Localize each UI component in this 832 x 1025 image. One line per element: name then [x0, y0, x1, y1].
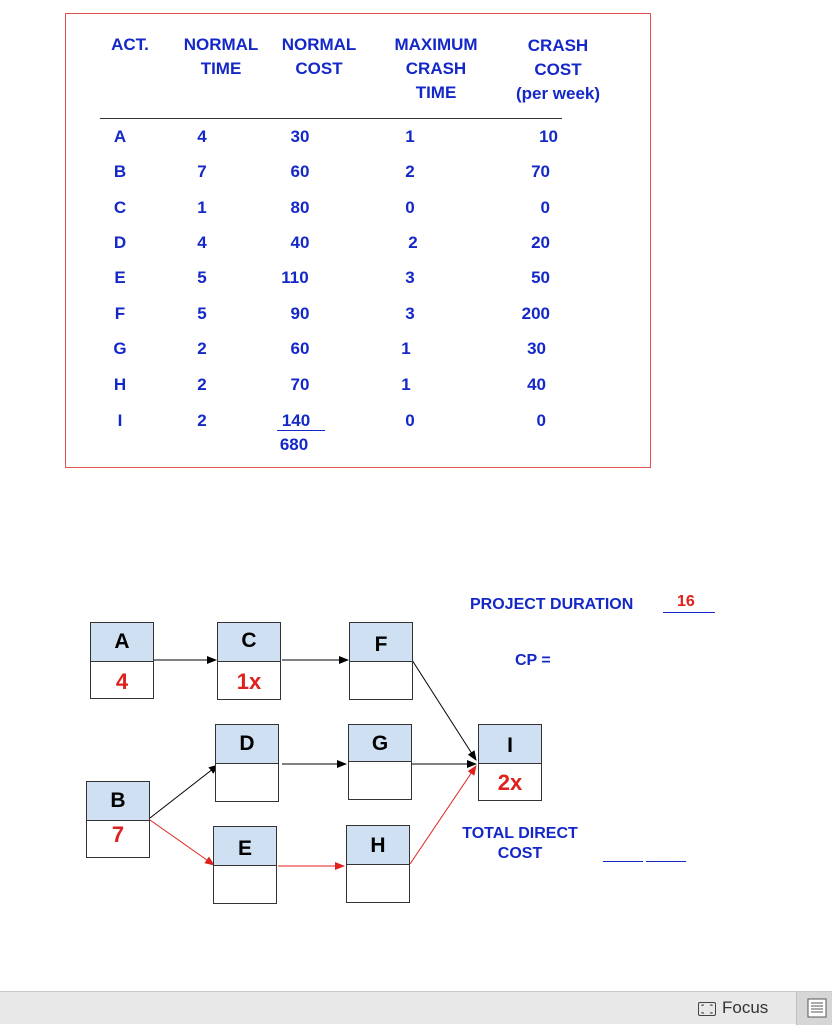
project-duration-underline — [663, 612, 715, 613]
header-crash-cost-line2: COST — [534, 60, 582, 79]
node-i-label: I — [478, 724, 542, 764]
cell-normal-time: 4 — [197, 127, 207, 146]
cell-crash-cost: 200 — [521, 304, 550, 323]
node-g-value — [348, 762, 412, 800]
cell-normal-cost: 90 — [290, 304, 310, 323]
node-a-label: A — [90, 622, 154, 662]
node-b-label: B — [86, 781, 150, 821]
cell-act: F — [114, 304, 126, 323]
cell-crash-cost: 50 — [531, 268, 550, 287]
cell-crash-cost: 0 — [536, 411, 546, 430]
status-bar — [0, 991, 832, 1024]
cell-normal-cost: 60 — [290, 339, 310, 358]
cell-normal-time: 2 — [197, 339, 207, 358]
total-direct-cost-line2: COST — [497, 845, 543, 862]
node-c-label: C — [217, 622, 281, 662]
total-direct-cost-underline-1 — [603, 861, 643, 862]
header-max-crash-line3: TIME — [415, 83, 457, 102]
cell-normal-time: 5 — [197, 304, 207, 323]
cell-normal-time: 1 — [197, 198, 207, 217]
cell-act: D — [113, 233, 127, 252]
cell-crash-cost: 40 — [527, 375, 546, 394]
cell-max-crash: 2 — [408, 233, 418, 252]
cell-normal-cost: 110 — [281, 268, 309, 287]
header-normal-time-line2: TIME — [200, 59, 242, 78]
focus-frame-icon — [698, 1001, 716, 1015]
node-b-value: 7 — [86, 821, 150, 858]
header-act: ACT. — [111, 35, 149, 54]
cell-act: H — [113, 375, 127, 394]
page-view-icon — [807, 998, 827, 1018]
cell-crash-cost: 70 — [531, 162, 550, 181]
node-e-value — [213, 866, 277, 904]
cell-crash-cost: 30 — [527, 339, 546, 358]
cell-act: I — [117, 411, 123, 430]
header-normal-time-line1: NORMAL — [183, 35, 259, 54]
project-duration-label: PROJECT DURATION — [470, 596, 634, 613]
cell-normal-time: 5 — [197, 268, 207, 287]
cell-normal-cost: 70 — [290, 375, 310, 394]
header-max-crash-line2: CRASH — [405, 59, 467, 78]
cell-normal-time: 4 — [197, 233, 207, 252]
node-a-value: 4 — [90, 662, 154, 699]
focus-label: Focus — [722, 998, 769, 1017]
cp-label: CP = — [515, 652, 551, 669]
cell-normal-time: 7 — [197, 162, 207, 181]
cell-normal-cost: 80 — [290, 198, 310, 217]
cell-act: G — [113, 339, 127, 358]
cell-act: E — [114, 268, 126, 287]
node-i-value: 2x — [478, 764, 542, 801]
cell-act: A — [113, 127, 127, 146]
node-h-value — [346, 865, 410, 903]
cell-max-crash: 0 — [405, 198, 415, 217]
cell-max-crash: 3 — [405, 304, 415, 323]
header-normal-cost-line2: COST — [295, 59, 343, 78]
cell-normal-cost: 60 — [290, 162, 310, 181]
cell-max-crash: 1 — [405, 127, 415, 146]
total-normal-cost: 680 — [279, 435, 309, 454]
total-direct-cost-label — [456, 824, 584, 864]
project-duration-value: 16 — [677, 593, 695, 610]
edge-b-e — [150, 820, 214, 865]
cell-max-crash: 1 — [401, 339, 411, 358]
cell-act: C — [113, 198, 127, 217]
header-max-crash-line1: MAXIMUM — [394, 35, 478, 54]
cell-normal-cost: 140 — [281, 411, 311, 430]
cell-max-crash: 2 — [405, 162, 415, 181]
edge-b-d — [150, 765, 218, 818]
node-d-value — [215, 764, 279, 802]
cell-max-crash: 0 — [405, 411, 415, 430]
focus-button[interactable] — [698, 997, 768, 1019]
cell-act: B — [113, 162, 127, 181]
edge-f-i — [412, 660, 476, 760]
cell-crash-cost: 10 — [539, 127, 558, 146]
total-direct-cost-underline-2 — [646, 861, 686, 862]
header-normal-cost-line1: NORMAL — [281, 35, 357, 54]
cell-normal-cost: 40 — [290, 233, 310, 252]
cell-normal-cost: 30 — [290, 127, 310, 146]
node-f-value — [349, 662, 413, 700]
header-crash-cost-line1: CRASH — [527, 36, 589, 55]
cell-crash-cost: 20 — [531, 233, 550, 252]
cell-crash-cost: 0 — [540, 198, 550, 217]
node-f-label: F — [349, 622, 413, 662]
cell-max-crash: 3 — [405, 268, 415, 287]
node-g-label: G — [348, 724, 412, 762]
total-direct-cost-line1: TOTAL DIRECT — [462, 825, 578, 842]
node-e-label: E — [213, 826, 277, 866]
cell-normal-time: 2 — [197, 411, 207, 430]
header-crash-cost-line3: (per week) — [515, 84, 601, 103]
cell-max-crash: 1 — [401, 375, 411, 394]
page-view-button[interactable] — [796, 992, 832, 1025]
node-c-value: 1x — [217, 662, 281, 700]
node-d-label: D — [215, 724, 279, 764]
cell-normal-time: 2 — [197, 375, 207, 394]
node-h-label: H — [346, 825, 410, 865]
